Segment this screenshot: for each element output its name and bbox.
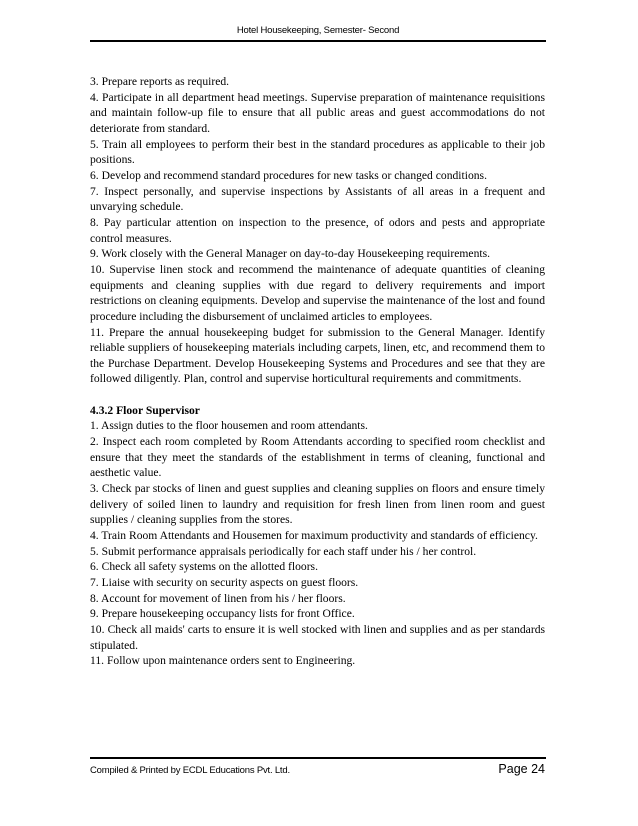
list-item: 6. Check all safety systems on the allotted floors.	[90, 560, 318, 574]
list-item: 5. Submit performance appraisals periodically for each staff under his / her control.	[90, 544, 477, 558]
page-header-title: Hotel Housekeeping, Semester- Second	[236, 25, 400, 36]
page-number: Page 24	[498, 762, 545, 776]
list-item: 9. Work closely with the General Manager on day-to-day Housekeeping requirements.	[90, 247, 491, 261]
list-item: 4. Train Room Attendants and Housemen for maximum productivity and standards of efficiency.	[90, 528, 538, 542]
list-item: 4. Participate in all department head meetings. Supervise preparation of maintenance requisitions and maintain follow-up file to ensure that all public areas and guest accommodations do not deteriorate from standard.	[90, 90, 545, 135]
list-item: 3. Prepare reports as required.	[90, 75, 230, 88]
list-item: 6. Develop and recommend standard procedures for new tasks or changed conditions.	[90, 168, 487, 182]
list-item: 10. Check all maids' carts to ensure it is well stocked with linen and supplies and as per standards stipulated.	[90, 622, 545, 652]
list-item: 9. Prepare housekeeping occupancy lists for front Office.	[90, 607, 355, 621]
list-item: 8. Pay particular attention on inspection to the presence, of odors and pests and appropriate control measures.	[90, 215, 545, 245]
footer-divider	[90, 757, 546, 759]
section-spacer	[90, 387, 545, 403]
section-heading: 4.3.2 Floor Supervisor	[90, 403, 200, 417]
document-body	[90, 74, 545, 669]
list-item: 1. Assign duties to the floor housemen and room attendants.	[90, 419, 368, 433]
list-item: 8. Account for movement of linen from his / her floors.	[90, 591, 346, 605]
list-item: 7. Inspect personally, and supervise inspections by Assistants of all areas in a frequent and unvarying schedule.	[90, 184, 545, 214]
list-item: 10. Supervise linen stock and recommend the maintenance of adequate quantities of cleaning equipments and cleaning supplies with due regard to delivery requirements and import restrictions on cleaning equipments. Develop and supervise the maintenance of the lost and found procedure including the disbursement of unclaimed articles to employees.	[90, 262, 545, 323]
list-item: 7. Liaise with security on security aspects on guest floors.	[90, 575, 359, 589]
list-item: 3. Check par stocks of linen and guest supplies and cleaning supplies on floors and ensure timely delivery of soiled linen to laundry and requisition for fresh linen from linen room and guest supplies / cleaning supplies from the stores.	[90, 482, 545, 527]
list-item: 11. Follow upon maintenance orders sent to Engineering.	[90, 654, 356, 668]
footer-publisher: Compiled & Printed by ECDL Educations Pvt. Ltd.	[90, 765, 290, 776]
list-item: 5. Train all employees to perform their best in the standard procedures as applicable to their job positions.	[90, 137, 545, 167]
header-divider	[90, 40, 546, 42]
list-item: 11. Prepare the annual housekeeping budget for submission to the General Manager. Identify reliable suppliers of housekeeping materials including carpets, linen, etc, and recommend them to the Purchase Department. Develop Housekeeping Systems and Procedures and see that they are followed diligently. Plan, control and supervise horticultural requirements and commitments.	[90, 325, 545, 386]
list-item: 2. Inspect each room completed by Room Attendants according to specified room checklist and ensure that they meet the standards of the establishment in terms of cleaning, functional and aesthetic value.	[90, 435, 545, 480]
